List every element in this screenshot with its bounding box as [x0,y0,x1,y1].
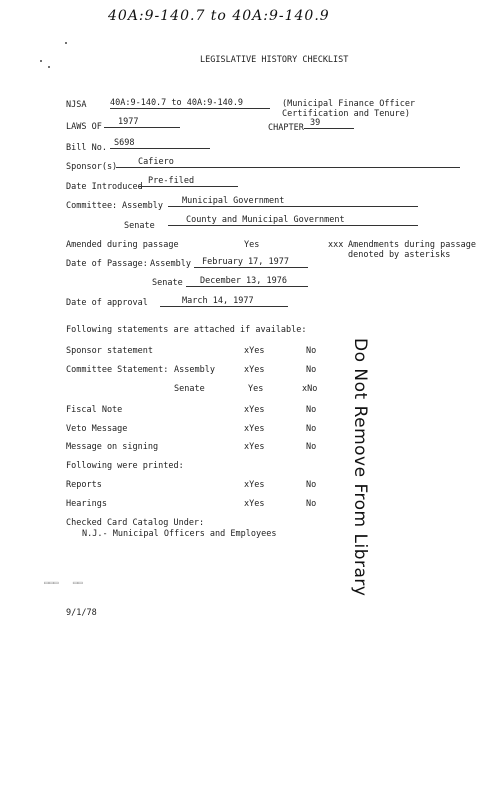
row-no: xNo [302,384,318,394]
row-yes: Yes [248,384,264,394]
njsa-note: (Municipal Finance Officer Certification and Tenure) [282,99,416,119]
laws-of-label: LAWS OF [66,122,102,132]
row-label: Committee Statement: [66,365,169,375]
row-label: Message on signing [66,442,159,452]
row-no: No [306,499,317,509]
do-not-remove-stamp: Do Not Remove From Library [350,338,370,597]
catalog-value: N.J.- Municipal Officers and Employees [82,529,277,539]
amended-note: Amendments during passage denoted by asterisks [348,240,476,260]
date-introduced-label: Date Introduced [66,182,143,192]
amended-label: Amended during passage [66,240,179,250]
row-no: No [306,480,317,490]
row-sub: Assembly [174,365,215,375]
catalog-label: Checked Card Catalog Under: [66,518,205,528]
faint-stamp-mark: ▭▭▭ ▭▭ [44,578,83,587]
sponsors-value: Cafiero [116,157,460,168]
row-label: Sponsor statement [66,346,153,356]
row-yes: xYes [244,365,265,375]
row-yes: xYes [244,442,265,452]
row-yes: xYes [244,346,265,356]
date-of-passage-label: Date of Passage: [66,259,148,269]
passage-senate-value: December 13, 1976 [186,276,308,287]
date-introduced-value: Pre-filed [138,176,238,187]
row-label: Fiscal Note [66,405,123,415]
amended-note-mark: xxx [328,240,344,250]
chapter-value: 39 [304,118,354,129]
row-label: Hearings [66,499,107,509]
committee-senate-value: County and Municipal Government [168,215,418,226]
chapter-label: CHAPTER [268,123,304,133]
date-of-approval-value: March 14, 1977 [160,296,288,307]
passage-senate-label: Senate [152,278,183,288]
committee-assembly-value: Municipal Government [168,196,418,207]
bill-no-value: S698 [110,138,210,149]
date-of-approval-label: Date of approval [66,298,148,308]
committee-assembly-label: Assembly [122,201,163,211]
row-no: No [306,405,317,415]
row-yes: xYes [244,424,265,434]
row-yes: xYes [244,405,265,415]
row-label: Reports [66,480,102,490]
row-no: No [306,365,317,375]
row-sub: Senate [174,384,205,394]
njsa-label: NJSA [66,100,87,110]
attached-intro: Following statements are attached if available: [66,325,307,335]
committee-senate-label: Senate [124,221,155,231]
passage-assembly-label: Assembly [150,259,191,269]
row-yes: xYes [244,480,265,490]
amended-value: Yes [244,240,260,250]
footer-date: 9/1/78 [66,608,97,618]
row-yes: xYes [244,499,265,509]
page-title: LEGISLATIVE HISTORY CHECKLIST [200,55,349,65]
laws-of-value: 1977 [104,117,180,128]
scan-speck-1 [65,42,67,44]
njsa-value: 40A:9-140.7 to 40A:9-140.9 [110,98,270,109]
row-no: No [306,424,317,434]
scan-speck-2 [40,60,42,62]
committee-label: Committee: [66,201,118,211]
printed-intro: Following were printed: [66,461,184,471]
row-no: No [306,346,317,356]
row-no: No [306,442,317,452]
sponsors-label: Sponsor(s) [66,162,118,172]
handwritten-title: 40A:9-140.7 to 40A:9-140.9 [108,8,330,24]
passage-assembly-value: February 17, 1977 [194,257,308,268]
row-label: Veto Message [66,424,128,434]
scan-speck-3 [48,66,50,68]
bill-no-label: Bill No. [66,143,107,153]
